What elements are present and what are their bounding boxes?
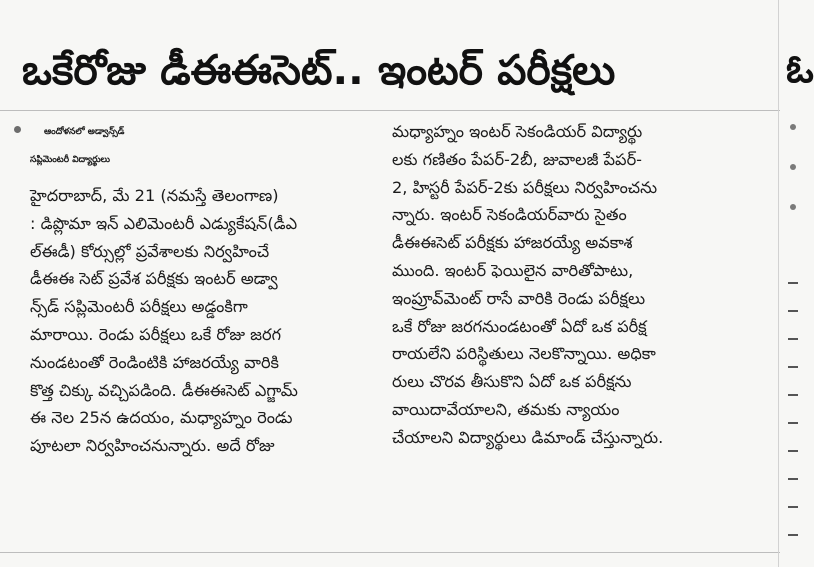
text-line: న్నారు. ఇంటర్‌ సెకండియర్‌వారు సైతం (392, 205, 627, 225)
article-column-right (392, 118, 754, 452)
text-fragment (788, 506, 798, 508)
text-fragment (788, 282, 798, 284)
text-line: డీఈఈ సెట్‌ ప్రవేశ పరీక్షకు ఇంటర్‌ అడ్వా (30, 269, 278, 289)
headline-divider (0, 110, 780, 111)
text-fragment (788, 366, 798, 368)
text-line: ల్‌ఈడీ) కోర్సుల్లో ప్రవేశాలకు నిర్వహించే (30, 241, 270, 261)
text-line: ఇంప్రూవ్‌మెంట్‌ రాసే వారికి రెండు పరీక్షలు (392, 288, 646, 308)
text-line: నుండటంతో రెండింటికి హాజరయ్యే వారికి (30, 352, 280, 372)
bullet-icon (790, 124, 796, 130)
column-separator (778, 0, 779, 567)
text-fragment (788, 534, 798, 536)
column-left-text (30, 182, 378, 460)
text-line: రాయలేని పరిస్థితులు నెలకొన్నాయి. అధికా (392, 344, 656, 364)
text-fragment (788, 310, 798, 312)
subhead-line: సప్లిమెంటరీ విద్యార్థులు (30, 155, 111, 165)
text-fragment (788, 450, 798, 452)
text-line: : డిప్లొమా ఇన్‌ ఎలిమెంటరీ ఎడ్యుకేషన్‌(డీఎ (30, 213, 298, 233)
text-fragment (788, 478, 798, 480)
text-line: ఈ నెల 25న ఉదయం, మధ్యాహ్నం రెండు (30, 408, 293, 428)
text-line: మధ్యాహ్నం ఇంటర్‌ సెకండియర్‌ విద్యార్థు (392, 122, 643, 141)
adjacent-article-edge (786, 36, 814, 556)
bullet-icon (14, 126, 21, 133)
text-line: న్స్‌డ్‌ సప్లిమెంటరీ పరీక్షలు అడ్డంకిగా (30, 297, 248, 317)
article-subheadline (30, 118, 378, 174)
text-line: రులు చొరవ తీసుకొని ఏదో ఒక పరీక్షను (392, 372, 632, 392)
text-line: లకు గణితం పేపర్‌-2బీ, జువాలజీ పేపర్‌- (392, 149, 643, 169)
text-line: హైదరాబాద్‌, మే 21 (నమస్తే తెలంగాణ) (30, 186, 279, 205)
text-fragment (788, 338, 798, 340)
text-fragment (788, 394, 798, 396)
subhead-line: ఆందోళనలో అడ్వాన్స్‌డ్‌ (44, 127, 125, 137)
adjacent-headline-fragment: ఓ (786, 47, 814, 91)
text-line: ఒకే రోజు జరగనుండటంతో ఏదో ఒక పరీక్ష (392, 316, 647, 336)
article-column-left (30, 118, 378, 460)
text-line: పూటలా నిర్వహించనున్నారు. అదే రోజు (30, 436, 275, 456)
text-line: డీఈఈసెట్‌ పరీక్షకు హాజరయ్యే అవకాశ (392, 233, 633, 253)
text-line: ముంది. ఇంటర్‌ ఫెయిలైన వారితోపాటు, (392, 260, 634, 280)
article-headline: ఒకేరోజు డీఈఈసెట్‌.. ఇంటర్‌ పరీక్షలు (22, 46, 616, 94)
text-line: 2, హిస్టరీ పేపర్‌-2కు పరీక్షలు నిర్వహించను (392, 177, 658, 197)
bullet-icon (790, 164, 796, 170)
text-line: చేయాలని విద్యార్థులు డిమాండ్‌ చేస్తున్నారు. (392, 427, 664, 447)
text-line: కొత్త చిక్కు వచ్చిపడింది. డీఈఈసెట్‌ ఎగ్జామ్‌ (30, 380, 298, 400)
bottom-divider (0, 552, 780, 553)
text-fragment (788, 422, 798, 424)
bullet-icon (790, 204, 796, 210)
text-line: వాయిదావేయాలని, తమకు న్యాయం (392, 399, 620, 419)
text-line: మారాయి. రెండు పరీక్షలు ఒకే రోజు జరగ (30, 324, 282, 344)
